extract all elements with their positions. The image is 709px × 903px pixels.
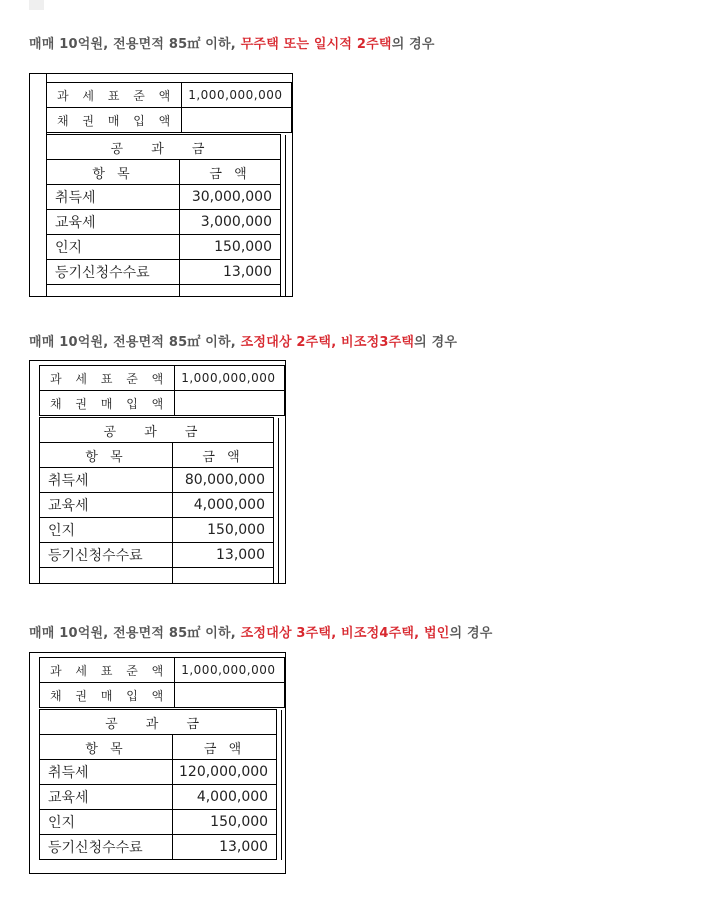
tax-base-value: 1,000,000,000 (175, 366, 285, 391)
cost-table-2 (29, 360, 286, 584)
column-item-header: 항 목 (47, 160, 180, 185)
public-fee-table (39, 709, 282, 860)
bond-value (175, 683, 285, 708)
heading-prefix: 매매 10억원, 전용면적 85㎡ 이하, (29, 626, 241, 641)
table-row: 취득세 120,000,000 (40, 760, 282, 785)
heading-highlight: 조정대상 2주택, 비조정3주택 (240, 335, 415, 350)
heading-suffix: 의 경우 (449, 626, 493, 641)
tax-base-table (39, 657, 285, 708)
tax-base-label: 과 세 표 준 액 (40, 366, 175, 391)
tax-base-value: 1,000,000,000 (182, 83, 292, 108)
tax-base-value: 1,000,000,000 (175, 658, 285, 683)
section-1-heading (29, 33, 435, 52)
public-fee-header: 공 과 금 (47, 135, 281, 160)
table-row: 취득세 80,000,000 (40, 468, 279, 493)
public-fee-header: 공 과 금 (40, 710, 277, 735)
tax-base-label: 과 세 표 준 액 (40, 658, 175, 683)
bond-label: 채 권 매 입 액 (40, 391, 175, 416)
table-row: 인지 150,000 (47, 235, 286, 260)
heading-prefix: 매매 10억원, 전용면적 85㎡ 이하, (29, 37, 241, 52)
table-row: 인지 150,000 (40, 810, 282, 835)
heading-suffix: 의 경우 (391, 37, 435, 52)
table-row: 등기신청수수료 13,000 (40, 835, 282, 860)
tax-base-table (46, 82, 292, 133)
tax-base-label: 과 세 표 준 액 (47, 83, 182, 108)
column-amount-header: 금 액 (173, 443, 274, 468)
tax-base-table (39, 365, 285, 416)
public-fee-table (46, 134, 286, 297)
column-item-header: 항 목 (40, 735, 173, 760)
table-row: 교육세 3,000,000 (47, 210, 286, 235)
heading-highlight: 무주택 또는 일시적 2주택 (240, 37, 392, 52)
table-row: 인지 150,000 (40, 518, 279, 543)
table-row: 교육세 4,000,000 (40, 785, 282, 810)
table-row: 등기신청수수료 13,000 (47, 260, 286, 285)
column-amount-header: 금 액 (180, 160, 281, 185)
heading-suffix: 의 경우 (414, 335, 458, 350)
corner-decoration (29, 0, 44, 10)
bond-label: 채 권 매 입 액 (40, 683, 175, 708)
table-row: 교육세 4,000,000 (40, 493, 279, 518)
section-3-heading (29, 622, 492, 641)
heading-highlight: 조정대상 3주택, 비조정4주택, 법인 (240, 626, 450, 641)
column-item-header: 항 목 (40, 443, 173, 468)
public-fee-header: 공 과 금 (40, 418, 274, 443)
table-row: 등기신청수수료 13,000 (40, 543, 279, 568)
bond-value (175, 391, 285, 416)
bond-value (182, 108, 292, 133)
cost-table-3 (29, 652, 286, 874)
column-amount-header: 금 액 (173, 735, 277, 760)
cost-table-1 (29, 73, 293, 297)
public-fee-table (39, 417, 279, 584)
heading-prefix: 매매 10억원, 전용면적 85㎡ 이하, (29, 335, 241, 350)
bond-label: 채 권 매 입 액 (47, 108, 182, 133)
table-row: 취득세 30,000,000 (47, 185, 286, 210)
section-2-heading (29, 331, 457, 350)
